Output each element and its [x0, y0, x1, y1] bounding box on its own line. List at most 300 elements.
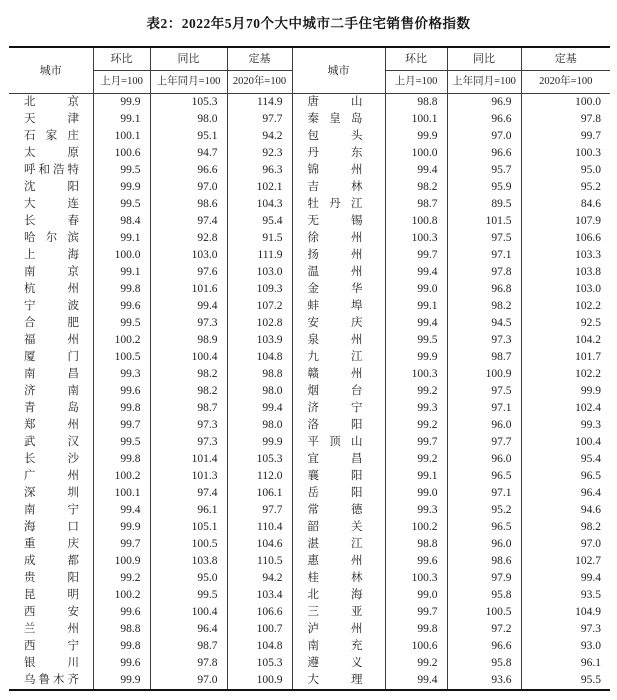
table-row	[9, 638, 610, 655]
city-cell-left	[9, 230, 93, 247]
mom-value-cell-right: 99.4	[385, 315, 447, 332]
fixed-value-cell-right: 99.7	[521, 128, 610, 145]
yoy-value-cell-left: 97.3	[150, 417, 227, 434]
city-cell-left	[9, 553, 93, 570]
mom-base-label-left: 上月=100	[93, 71, 150, 94]
mom-value-cell-right: 99.2	[385, 383, 447, 400]
city-cell-right	[292, 553, 385, 570]
city-name: 常德	[307, 504, 363, 516]
fixed-value-cell-right: 98.2	[521, 519, 610, 536]
city-name: 深圳	[24, 487, 79, 499]
mom-value-cell-left: 99.3	[93, 366, 150, 383]
fixed-value-cell-left: 106.6	[227, 604, 292, 621]
fixed-value-cell-right: 103.0	[521, 281, 610, 298]
yoy-value-cell-right: 96.9	[447, 94, 521, 112]
fixed-value-cell-left: 109.3	[227, 281, 292, 298]
fixed-value-cell-right: 95.5	[521, 672, 610, 690]
fixed-value-cell-left: 110.5	[227, 553, 292, 570]
yoy-value-cell-right: 95.9	[447, 179, 521, 196]
city-cell-left	[9, 162, 93, 179]
table-row	[9, 434, 610, 451]
yoy-value-cell-left: 100.5	[150, 536, 227, 553]
table-row	[9, 417, 610, 434]
city-name: 成都	[24, 555, 79, 567]
table-row	[9, 400, 610, 417]
city-name: 福州	[24, 334, 79, 346]
mom-value-cell-left: 99.5	[93, 196, 150, 213]
city-name: 合肥	[24, 317, 79, 329]
mom-value-cell-left: 100.1	[93, 128, 150, 145]
city-cell-left	[9, 519, 93, 536]
city-name: 南充	[307, 640, 363, 652]
yoy-value-cell-left: 98.7	[150, 400, 227, 417]
city-name: 武汉	[24, 436, 79, 448]
table-row	[9, 383, 610, 400]
fixed-value-cell-right: 102.4	[521, 400, 610, 417]
fixed-value-cell-left: 102.8	[227, 315, 292, 332]
city-name: 西宁	[24, 640, 79, 652]
city-cell-right	[292, 264, 385, 281]
city-name: 泸州	[307, 623, 363, 635]
mom-value-cell-right: 99.9	[385, 128, 447, 145]
city-cell-right	[292, 332, 385, 349]
mom-value-cell-left: 100.0	[93, 247, 150, 264]
city-cell-right	[292, 417, 385, 434]
fixed-value-cell-right: 99.9	[521, 383, 610, 400]
city-cell-right	[292, 655, 385, 672]
mom-value-cell-left: 100.9	[93, 553, 150, 570]
yoy-value-cell-right: 97.0	[447, 128, 521, 145]
mom-value-cell-right: 100.3	[385, 230, 447, 247]
yoy-value-cell-left: 101.4	[150, 451, 227, 468]
fixed-value-cell-left: 110.4	[227, 519, 292, 536]
mom-value-cell-left: 99.8	[93, 638, 150, 655]
yoy-value-cell-left: 101.6	[150, 281, 227, 298]
yoy-value-cell-left: 100.4	[150, 604, 227, 621]
city-cell-right	[292, 638, 385, 655]
mom-value-cell-left: 99.8	[93, 400, 150, 417]
mom-value-cell-left: 100.1	[93, 485, 150, 502]
city-name: 秦皇岛	[307, 113, 363, 125]
fixed-value-cell-right: 84.6	[521, 196, 610, 213]
mom-value-cell-right: 99.4	[385, 264, 447, 281]
city-cell-right	[292, 281, 385, 298]
table-row	[9, 264, 610, 281]
yoy-value-cell-right: 97.1	[447, 247, 521, 264]
city-cell-right	[292, 570, 385, 587]
fixed-value-cell-left: 98.0	[227, 383, 292, 400]
fixed-value-cell-right: 97.3	[521, 621, 610, 638]
mom-value-cell-left: 100.2	[93, 468, 150, 485]
yoy-value-cell-left: 98.7	[150, 638, 227, 655]
city-cell-left	[9, 485, 93, 502]
city-cell-left	[9, 264, 93, 281]
city-cell-left	[9, 468, 93, 485]
fixed-value-cell-left: 99.9	[227, 434, 292, 451]
fixed-value-cell-right: 96.1	[521, 655, 610, 672]
city-cell-right	[292, 621, 385, 638]
city-cell-right	[292, 400, 385, 417]
city-name: 长沙	[24, 453, 79, 465]
mom-value-cell-left: 99.5	[93, 162, 150, 179]
yoy-value-cell-left: 99.4	[150, 298, 227, 315]
fixed-value-cell-right: 93.0	[521, 638, 610, 655]
city-cell-left	[9, 196, 93, 213]
fixed-value-cell-left: 104.6	[227, 536, 292, 553]
fixed-value-cell-right: 93.5	[521, 587, 610, 604]
fixed-value-cell-right: 96.5	[521, 468, 610, 485]
city-name: 三亚	[307, 606, 363, 618]
city-column-header-left: 城市	[9, 47, 93, 94]
yoy-value-cell-left: 98.2	[150, 366, 227, 383]
city-name: 桂林	[307, 572, 363, 584]
mom-value-cell-left: 99.6	[93, 604, 150, 621]
city-name: 宁波	[24, 300, 79, 312]
mom-value-cell-right: 99.4	[385, 672, 447, 690]
city-name: 青岛	[24, 402, 79, 414]
city-name: 兰州	[24, 623, 79, 635]
city-name: 济宁	[307, 402, 363, 414]
city-name: 烟台	[307, 385, 363, 397]
mom-column-header-left: 环比	[93, 47, 150, 71]
city-name: 金华	[307, 283, 363, 295]
mom-value-cell-right: 100.3	[385, 570, 447, 587]
mom-value-cell-right: 99.2	[385, 451, 447, 468]
city-name: 长春	[24, 215, 79, 227]
mom-value-cell-left: 99.8	[93, 281, 150, 298]
city-name: 北海	[307, 589, 363, 601]
yoy-value-cell-left: 94.7	[150, 145, 227, 162]
fixed-value-cell-left: 96.3	[227, 162, 292, 179]
table-row	[9, 655, 610, 672]
mom-value-cell-left: 99.9	[93, 519, 150, 536]
city-cell-left	[9, 366, 93, 383]
fixed-value-cell-right: 104.2	[521, 332, 610, 349]
fixed-value-cell-left: 94.2	[227, 128, 292, 145]
yoy-value-cell-right: 96.0	[447, 536, 521, 553]
city-name: 厦门	[24, 351, 79, 363]
city-name: 宜昌	[307, 453, 363, 465]
yoy-value-cell-left: 95.0	[150, 570, 227, 587]
city-name: 牡丹江	[307, 198, 363, 210]
city-name: 贵阳	[24, 572, 79, 584]
city-name: 沈阳	[24, 181, 79, 193]
mom-value-cell-left: 100.2	[93, 332, 150, 349]
mom-value-cell-right: 99.1	[385, 468, 447, 485]
city-cell-right	[292, 315, 385, 332]
yoy-value-cell-left: 97.6	[150, 264, 227, 281]
fixed-value-cell-left: 105.3	[227, 655, 292, 672]
city-cell-left	[9, 94, 93, 112]
city-cell-right	[292, 128, 385, 145]
fixed-value-cell-left: 106.1	[227, 485, 292, 502]
mom-value-cell-left: 99.7	[93, 417, 150, 434]
mom-value-cell-right: 100.2	[385, 519, 447, 536]
yoy-value-cell-right: 96.5	[447, 468, 521, 485]
city-name: 杭州	[24, 283, 79, 295]
city-cell-left	[9, 434, 93, 451]
city-cell-left	[9, 383, 93, 400]
fixed-value-cell-left: 94.2	[227, 570, 292, 587]
yoy-value-cell-left: 97.3	[150, 315, 227, 332]
fixed-value-cell-right: 96.4	[521, 485, 610, 502]
mom-value-cell-left: 99.5	[93, 434, 150, 451]
city-cell-right	[292, 162, 385, 179]
city-name: 天津	[24, 113, 79, 125]
city-name: 广州	[24, 470, 79, 482]
mom-value-cell-right: 98.8	[385, 94, 447, 112]
fixed-value-cell-left: 103.0	[227, 264, 292, 281]
mom-value-cell-left: 98.8	[93, 621, 150, 638]
city-cell-right	[292, 213, 385, 230]
fixed-value-cell-left: 112.0	[227, 468, 292, 485]
city-cell-right	[292, 298, 385, 315]
table-row	[9, 349, 610, 366]
yoy-value-cell-right: 89.5	[447, 196, 521, 213]
fixed-value-cell-right: 103.8	[521, 264, 610, 281]
yoy-value-cell-left: 97.0	[150, 179, 227, 196]
table-body	[9, 94, 610, 691]
yoy-value-cell-left: 97.8	[150, 655, 227, 672]
mom-value-cell-right: 99.1	[385, 298, 447, 315]
city-name: 乌鲁木齐	[24, 674, 79, 686]
fixed-value-cell-left: 102.1	[227, 179, 292, 196]
city-cell-left	[9, 672, 93, 690]
city-name: 北京	[24, 96, 79, 108]
yoy-value-cell-right: 96.0	[447, 451, 521, 468]
fixed-value-cell-right: 102.2	[521, 298, 610, 315]
fixed-value-cell-right: 95.4	[521, 451, 610, 468]
table-row	[9, 621, 610, 638]
city-name: 平顶山	[307, 436, 363, 448]
fixed-value-cell-right: 95.2	[521, 179, 610, 196]
fixed-value-cell-left: 97.7	[227, 502, 292, 519]
mom-value-cell-left: 98.4	[93, 213, 150, 230]
city-cell-left	[9, 332, 93, 349]
yoy-value-cell-right: 98.2	[447, 298, 521, 315]
city-cell-right	[292, 145, 385, 162]
yoy-value-cell-left: 97.4	[150, 485, 227, 502]
city-name: 南宁	[24, 504, 79, 516]
city-name: 上海	[24, 249, 79, 261]
city-name: 郑州	[24, 419, 79, 431]
city-cell-left	[9, 536, 93, 553]
fixed-value-cell-right: 94.6	[521, 502, 610, 519]
fixed-value-cell-right: 95.0	[521, 162, 610, 179]
city-name: 重庆	[24, 538, 79, 550]
yoy-value-cell-right: 96.5	[447, 519, 521, 536]
mom-value-cell-left: 100.6	[93, 145, 150, 162]
yoy-value-cell-right: 96.0	[447, 417, 521, 434]
table-row	[9, 604, 610, 621]
city-cell-right	[292, 468, 385, 485]
mom-value-cell-left: 99.2	[93, 570, 150, 587]
city-name: 济南	[24, 385, 79, 397]
fixed-value-cell-right: 92.5	[521, 315, 610, 332]
city-name: 徐州	[307, 232, 363, 244]
city-cell-left	[9, 145, 93, 162]
city-cell-right	[292, 485, 385, 502]
city-name: 哈尔滨	[24, 232, 79, 244]
mom-value-cell-right: 99.7	[385, 604, 447, 621]
fixed-value-cell-left: 100.7	[227, 621, 292, 638]
yoy-value-cell-right: 97.9	[447, 570, 521, 587]
mom-value-cell-right: 100.0	[385, 145, 447, 162]
yoy-value-cell-right: 98.7	[447, 349, 521, 366]
fixed-value-cell-left: 100.9	[227, 672, 292, 690]
yoy-value-cell-right: 93.6	[447, 672, 521, 690]
city-cell-left	[9, 451, 93, 468]
yoy-value-cell-right: 96.6	[447, 111, 521, 128]
yoy-value-cell-right: 97.3	[447, 332, 521, 349]
yoy-value-cell-left: 98.9	[150, 332, 227, 349]
city-cell-right	[292, 179, 385, 196]
city-name: 韶关	[307, 521, 363, 533]
mom-value-cell-left: 99.7	[93, 536, 150, 553]
city-name: 包头	[307, 130, 363, 142]
mom-value-cell-right: 98.7	[385, 196, 447, 213]
city-cell-right	[292, 383, 385, 400]
mom-value-cell-left: 99.9	[93, 94, 150, 112]
mom-value-cell-right: 99.3	[385, 502, 447, 519]
city-cell-right	[292, 247, 385, 264]
table-row	[9, 536, 610, 553]
city-name: 吉林	[307, 181, 363, 193]
fixed-value-cell-right: 102.2	[521, 366, 610, 383]
mom-value-cell-left: 99.4	[93, 502, 150, 519]
fixed-value-cell-right: 97.0	[521, 536, 610, 553]
yoy-value-cell-right: 97.1	[447, 485, 521, 502]
city-name: 昆明	[24, 589, 79, 601]
yoy-value-cell-right: 95.2	[447, 502, 521, 519]
yoy-value-cell-right: 98.6	[447, 553, 521, 570]
fixed-base-column-header-right: 定基	[521, 47, 610, 71]
city-column-header-right: 城市	[292, 47, 385, 94]
fixed-base-column-header-left: 定基	[227, 47, 292, 71]
city-cell-left	[9, 570, 93, 587]
city-cell-left	[9, 298, 93, 315]
table-row	[9, 672, 610, 690]
mom-value-cell-left: 99.1	[93, 111, 150, 128]
city-name: 大理	[307, 674, 363, 686]
mom-value-cell-left: 100.5	[93, 349, 150, 366]
city-cell-right	[292, 536, 385, 553]
city-name: 安庆	[307, 317, 363, 329]
city-cell-right	[292, 349, 385, 366]
fixed-value-cell-left: 98.8	[227, 366, 292, 383]
mom-value-cell-right: 99.9	[385, 349, 447, 366]
mom-value-cell-left: 99.9	[93, 672, 150, 690]
mom-value-cell-left: 100.2	[93, 587, 150, 604]
mom-value-cell-right: 99.8	[385, 621, 447, 638]
city-name: 泉州	[307, 334, 363, 346]
mom-value-cell-right: 99.0	[385, 485, 447, 502]
fixed-value-cell-left: 95.4	[227, 213, 292, 230]
table-row	[9, 570, 610, 587]
fixed-value-cell-left: 111.9	[227, 247, 292, 264]
fixed-value-cell-left: 104.8	[227, 349, 292, 366]
table-row	[9, 111, 610, 128]
yoy-value-cell-right: 95.8	[447, 655, 521, 672]
city-cell-right	[292, 587, 385, 604]
yoy-value-cell-right: 95.8	[447, 587, 521, 604]
city-cell-left	[9, 417, 93, 434]
table-row	[9, 298, 610, 315]
mom-value-cell-left: 99.8	[93, 451, 150, 468]
yoy-value-cell-right: 101.5	[447, 213, 521, 230]
fixed-value-cell-left: 92.3	[227, 145, 292, 162]
mom-value-cell-right: 99.3	[385, 400, 447, 417]
city-cell-right	[292, 672, 385, 690]
yoy-value-cell-right: 97.8	[447, 264, 521, 281]
yoy-value-cell-right: 95.7	[447, 162, 521, 179]
table-row	[9, 162, 610, 179]
fixed-value-cell-left: 99.4	[227, 400, 292, 417]
table-row	[9, 553, 610, 570]
mom-value-cell-right: 99.6	[385, 553, 447, 570]
fixed-value-cell-left: 105.3	[227, 451, 292, 468]
city-name: 石家庄	[24, 130, 79, 142]
city-name: 南京	[24, 266, 79, 278]
yoy-value-cell-right: 97.7	[447, 434, 521, 451]
mom-value-cell-right: 100.6	[385, 638, 447, 655]
yoy-value-cell-left: 96.4	[150, 621, 227, 638]
fixed-value-cell-left: 114.9	[227, 94, 292, 112]
table-row	[9, 451, 610, 468]
yoy-value-cell-left: 95.1	[150, 128, 227, 145]
city-name: 湛江	[307, 538, 363, 550]
table-row	[9, 366, 610, 383]
city-name: 太原	[24, 147, 79, 159]
yoy-value-cell-left: 103.8	[150, 553, 227, 570]
city-cell-right	[292, 230, 385, 247]
fixed-value-cell-left: 103.9	[227, 332, 292, 349]
mom-value-cell-right: 99.4	[385, 162, 447, 179]
table-row	[9, 315, 610, 332]
city-name: 唐山	[307, 96, 363, 108]
yoy-value-cell-left: 105.1	[150, 519, 227, 536]
fixed-base-label-right: 2020年=100	[521, 71, 610, 94]
table-row	[9, 485, 610, 502]
fixed-value-cell-right: 99.3	[521, 417, 610, 434]
fixed-value-cell-right: 100.3	[521, 145, 610, 162]
mom-value-cell-left: 99.5	[93, 315, 150, 332]
yoy-value-cell-right: 96.6	[447, 638, 521, 655]
city-cell-right	[292, 451, 385, 468]
fixed-value-cell-right: 106.6	[521, 230, 610, 247]
fixed-base-label-left: 2020年=100	[227, 71, 292, 94]
city-name: 呼和浩特	[24, 164, 79, 176]
mom-value-cell-left: 99.1	[93, 230, 150, 247]
mom-value-cell-left: 99.6	[93, 383, 150, 400]
mom-value-cell-right: 99.0	[385, 587, 447, 604]
city-name: 遵义	[307, 657, 363, 669]
yoy-value-cell-left: 101.3	[150, 468, 227, 485]
mom-value-cell-left: 99.6	[93, 655, 150, 672]
mom-value-cell-right: 99.2	[385, 655, 447, 672]
fixed-value-cell-right: 100.0	[521, 94, 610, 112]
table-row	[9, 502, 610, 519]
table-title: 表2：2022年5月70个大中城市二手住宅销售价格指数	[146, 16, 471, 31]
mom-value-cell-right: 100.1	[385, 111, 447, 128]
yoy-value-cell-left: 100.4	[150, 349, 227, 366]
city-cell-left	[9, 502, 93, 519]
fixed-value-cell-right: 103.3	[521, 247, 610, 264]
yoy-value-cell-left: 98.2	[150, 383, 227, 400]
yoy-value-cell-right: 97.5	[447, 230, 521, 247]
yoy-value-cell-left: 97.0	[150, 672, 227, 690]
city-cell-right	[292, 196, 385, 213]
